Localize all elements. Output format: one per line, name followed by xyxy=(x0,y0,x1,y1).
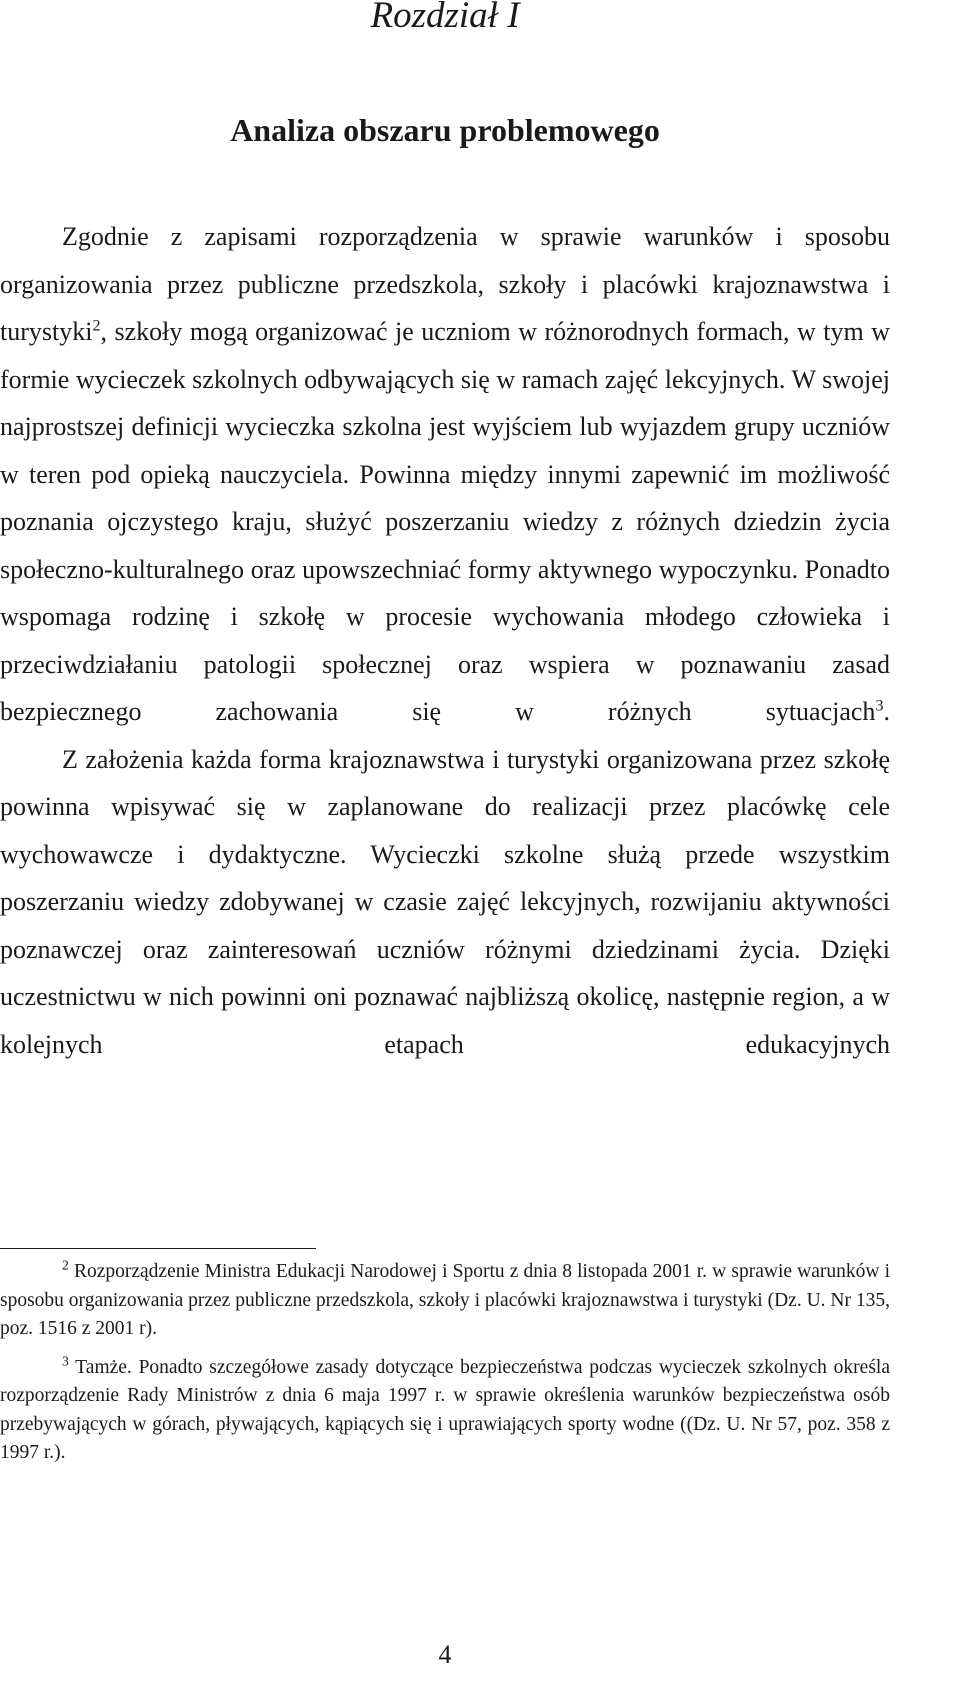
footnote-2 xyxy=(0,1258,890,1344)
footnote-text: Tamże. Ponadto szczegółowe zasady dotyczące bezpieczeństwa podczas wycieczek szkolnych określa rozporządzenie Rady Ministrów z dnia 6 maja 1997 r. w sprawie określenia warunków bezpieczeństwa osób przebywających w górach, pływających, kąpiących się i uprawiających sporty wodne ((Dz. U. Nr 57, poz. 358 z 1997 r.). xyxy=(0,1356,890,1463)
paragraph-1-text-c: . xyxy=(883,697,890,726)
footnote-3 xyxy=(0,1354,890,1468)
footnote-text: Rozporządzenie Ministra Edukacji Narodowej i Sportu z dnia 8 listopada 2001 r. w sprawie warunków i sposobu organizowania przez publiczne przedszkola, szkoły i placówki krajoznawstwa i turystyki (Dz. U. Nr 135, poz. 1516 z 2001 r). xyxy=(0,1261,890,1339)
footnote-number: 2 xyxy=(62,1257,69,1273)
footnote-separator xyxy=(0,1248,316,1249)
chapter-label: Rozdział I xyxy=(370,0,520,36)
footnote-ref-3[interactable]: 3 xyxy=(875,697,884,715)
paragraph-1-text-b: , szkoły mogą organizować je uczniom w różnorodnych formach, w tym w formie wycieczek szkolnych odbywających się w ramach zajęć lekcyjnych. W swojej najprostszej definicji wycieczka szkolna jest wyjściem lub wyjazdem grupy uczniów w teren pod opieką nauczyciela. Powinna między innymi zapewnić im możliwość poznania ojczystego kraju, służyć poszerzaniu wiedzy z różnych dziedzin życia społeczno-kulturalnego oraz upowszechniać formy aktywnego wypoczynku. Ponadto wspomaga rodzinę i szkołę w procesie wychowania młodego człowieka i przeciwdziałaniu patologii społecznej oraz wspiera w poznawaniu zasad bezpiecznego zachowania się w różnych sytuacjach xyxy=(0,317,890,726)
footnote-number: 3 xyxy=(62,1353,69,1368)
page-number: 4 xyxy=(438,1640,452,1669)
footnotes xyxy=(0,1258,890,1478)
paragraph-1 xyxy=(0,213,890,736)
body-text xyxy=(0,213,890,1068)
footnote-ref-2[interactable]: 2 xyxy=(92,317,101,335)
chapter-title: Analiza obszaru problemowego xyxy=(230,112,660,148)
paragraph-2: Z założenia każda forma krajoznawstwa i turystyki organizowana przez szkołę powinna wpisywać się w zaplanowane do realizacji przez placówkę cele wychowawcze i dydaktyczne. Wycieczki szkolne służą przede wszystkim poszerzaniu wiedzy zdobywanej w czasie zajęć lekcyjnych, rozwijaniu aktywności poznawczej oraz zainteresowań uczniów różnymi dziedzinami życia. Dzięki uczestnictwu w nich powinni oni poznawać najbliższą okolicę, następnie region, a w kolejnych etapach edukacyjnych xyxy=(0,744,890,1059)
paragraph-1-text-a: Zgodnie z zapisami rozporządzenia w sprawie warunków i sposobu organizowania przez publiczne przedszkola, szkoły i placówki krajoznawstwa i turystyki xyxy=(0,222,890,346)
